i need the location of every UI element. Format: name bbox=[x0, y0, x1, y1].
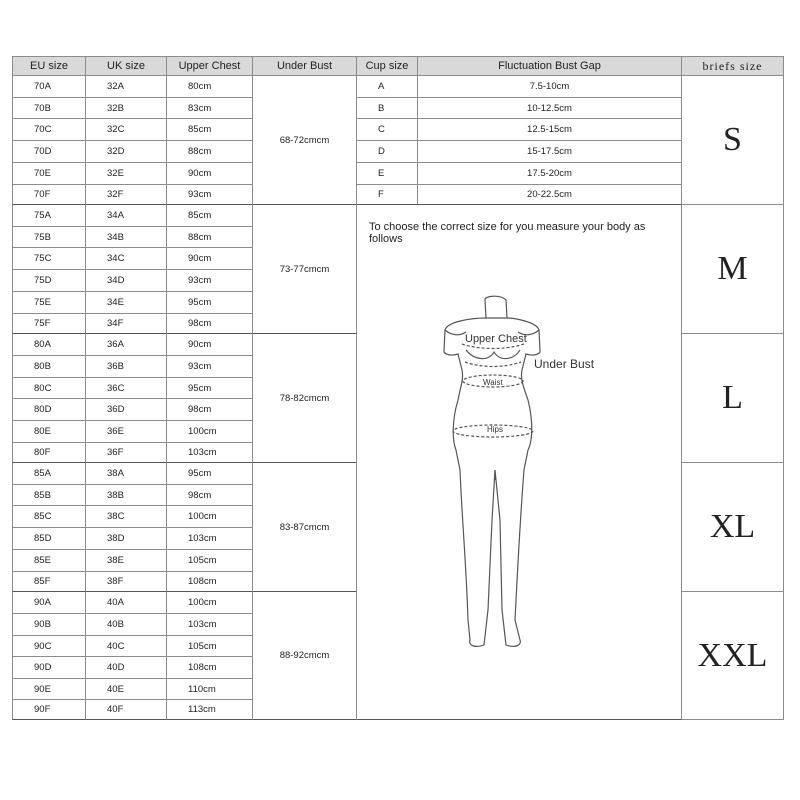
eu-size-cell: 85D bbox=[12, 528, 86, 550]
upper-chest-cell: 95cm bbox=[167, 292, 253, 314]
uk-size-cell: 32E bbox=[86, 163, 167, 185]
bust-gap-cell: 20-22.5cm bbox=[418, 185, 682, 205]
eu-size-cell: 85C bbox=[12, 506, 86, 528]
upper-chest-cell: 103cm bbox=[167, 614, 253, 636]
briefs-size-m: M bbox=[682, 205, 784, 334]
cup-size-cell: F bbox=[357, 185, 418, 205]
upper-chest-cell: 105cm bbox=[167, 550, 253, 572]
eu-size-cell: 80D bbox=[12, 399, 86, 421]
body-figure bbox=[357, 205, 681, 720]
eu-size-cell: 70D bbox=[12, 141, 86, 163]
eu-size-cell: 90D bbox=[12, 657, 86, 679]
cup-size-cell: B bbox=[357, 98, 418, 119]
eu-size-cell: 75D bbox=[12, 270, 86, 292]
upper-chest-cell: 100cm bbox=[167, 506, 253, 528]
bust-gap-cell: 17.5-20cm bbox=[418, 163, 682, 185]
under-bust-label: Under Bust bbox=[534, 357, 595, 371]
upper-chest-cell: 95cm bbox=[167, 378, 253, 399]
upper-chest-cell: 93cm bbox=[167, 356, 253, 378]
upper-chest-cell: 90cm bbox=[167, 163, 253, 185]
upper-chest-cell: 108cm bbox=[167, 572, 253, 592]
header-briefs: briefs size bbox=[682, 56, 784, 76]
under-bust-cell: 78-82cmcm bbox=[253, 334, 357, 463]
under-bust-cell: 68-72cmcm bbox=[253, 76, 357, 205]
briefs-size-xl: XL bbox=[682, 463, 784, 592]
under-bust-cell: 83-87cmcm bbox=[253, 463, 357, 592]
header-cup: Cup size bbox=[357, 56, 418, 76]
under-bust-cell: 73-77cmcm bbox=[253, 205, 357, 334]
header-eu: EU size bbox=[12, 56, 86, 76]
eu-size-cell: 90F bbox=[12, 700, 86, 720]
uk-size-cell: 38A bbox=[86, 463, 167, 485]
upper-chest-cell: 100cm bbox=[167, 592, 253, 614]
upper-chest-cell: 110cm bbox=[167, 679, 253, 700]
eu-size-cell: 90C bbox=[12, 636, 86, 657]
uk-size-cell: 34A bbox=[86, 205, 167, 227]
upper-chest-label: Upper Chest bbox=[465, 333, 527, 345]
uk-size-cell: 38D bbox=[86, 528, 167, 550]
uk-size-cell: 36F bbox=[86, 443, 167, 463]
waist-label: Waist bbox=[483, 378, 503, 387]
eu-size-cell: 70A bbox=[12, 76, 86, 98]
eu-size-cell: 80B bbox=[12, 356, 86, 378]
eu-size-cell: 85F bbox=[12, 572, 86, 592]
upper-chest-cell: 85cm bbox=[167, 205, 253, 227]
briefs-size-s: S bbox=[682, 76, 784, 205]
upper-chest-cell: 103cm bbox=[167, 443, 253, 463]
upper-chest-cell: 90cm bbox=[167, 334, 253, 356]
uk-size-cell: 32C bbox=[86, 119, 167, 141]
uk-size-cell: 36E bbox=[86, 421, 167, 443]
cup-size-cell: C bbox=[357, 119, 418, 141]
upper-chest-cell: 100cm bbox=[167, 421, 253, 443]
upper-chest-cell: 90cm bbox=[167, 248, 253, 270]
uk-size-cell: 40A bbox=[86, 592, 167, 614]
cup-size-cell: E bbox=[357, 163, 418, 185]
uk-size-cell: 40D bbox=[86, 657, 167, 679]
upper-chest-cell: 98cm bbox=[167, 399, 253, 421]
upper-chest-cell: 105cm bbox=[167, 636, 253, 657]
bust-gap-cell: 12.5-15cm bbox=[418, 119, 682, 141]
eu-size-cell: 85E bbox=[12, 550, 86, 572]
header-upper: Upper Chest bbox=[167, 56, 253, 76]
uk-size-cell: 32D bbox=[86, 141, 167, 163]
eu-size-cell: 80F bbox=[12, 443, 86, 463]
uk-size-cell: 36D bbox=[86, 399, 167, 421]
upper-chest-cell: 98cm bbox=[167, 485, 253, 506]
uk-size-cell: 38E bbox=[86, 550, 167, 572]
cup-size-cell: D bbox=[357, 141, 418, 163]
uk-size-cell: 34F bbox=[86, 314, 167, 334]
eu-size-cell: 70F bbox=[12, 185, 86, 205]
upper-chest-cell: 93cm bbox=[167, 270, 253, 292]
upper-chest-cell: 98cm bbox=[167, 314, 253, 334]
cup-size-cell: A bbox=[357, 76, 418, 98]
upper-chest-cell: 108cm bbox=[167, 657, 253, 679]
eu-size-cell: 90A bbox=[12, 592, 86, 614]
uk-size-cell: 38B bbox=[86, 485, 167, 506]
uk-size-cell: 36B bbox=[86, 356, 167, 378]
header-gap: Fluctuation Bust Gap bbox=[418, 56, 682, 76]
uk-size-cell: 34B bbox=[86, 227, 167, 248]
eu-size-cell: 85B bbox=[12, 485, 86, 506]
uk-size-cell: 40E bbox=[86, 679, 167, 700]
briefs-size-l: L bbox=[682, 334, 784, 463]
briefs-size-xxl: XXL bbox=[682, 592, 784, 720]
uk-size-cell: 34D bbox=[86, 270, 167, 292]
eu-size-cell: 70E bbox=[12, 163, 86, 185]
upper-chest-cell: 93cm bbox=[167, 185, 253, 205]
upper-chest-cell: 103cm bbox=[167, 528, 253, 550]
uk-size-cell: 32F bbox=[86, 185, 167, 205]
eu-size-cell: 70C bbox=[12, 119, 86, 141]
measure-instructions: To choose the correct size for you measure your body as follows bbox=[369, 221, 646, 245]
uk-size-cell: 40B bbox=[86, 614, 167, 636]
upper-chest-cell: 88cm bbox=[167, 227, 253, 248]
bust-gap-cell: 15-17.5cm bbox=[418, 141, 682, 163]
eu-size-cell: 85A bbox=[12, 463, 86, 485]
eu-size-cell: 75B bbox=[12, 227, 86, 248]
bust-gap-cell: 10-12.5cm bbox=[418, 98, 682, 119]
bust-gap-cell: 7.5-10cm bbox=[418, 76, 682, 98]
hips-label: Hips bbox=[487, 425, 504, 434]
uk-size-cell: 38C bbox=[86, 506, 167, 528]
upper-chest-cell: 80cm bbox=[167, 76, 253, 98]
uk-size-cell: 34E bbox=[86, 292, 167, 314]
eu-size-cell: 70B bbox=[12, 98, 86, 119]
eu-size-cell: 75C bbox=[12, 248, 86, 270]
header-uk: UK size bbox=[86, 56, 167, 76]
eu-size-cell: 90B bbox=[12, 614, 86, 636]
uk-size-cell: 34C bbox=[86, 248, 167, 270]
uk-size-cell: 32A bbox=[86, 76, 167, 98]
eu-size-cell: 75F bbox=[12, 314, 86, 334]
uk-size-cell: 36A bbox=[86, 334, 167, 356]
uk-size-cell: 38F bbox=[86, 572, 167, 592]
eu-size-cell: 75A bbox=[12, 205, 86, 227]
uk-size-cell: 36C bbox=[86, 378, 167, 399]
eu-size-cell: 90E bbox=[12, 679, 86, 700]
uk-size-cell: 32B bbox=[86, 98, 167, 119]
upper-chest-cell: 113cm bbox=[167, 700, 253, 720]
eu-size-cell: 75E bbox=[12, 292, 86, 314]
upper-chest-cell: 83cm bbox=[167, 98, 253, 119]
uk-size-cell: 40C bbox=[86, 636, 167, 657]
under-bust-cell: 88-92cmcm bbox=[253, 592, 357, 720]
eu-size-cell: 80C bbox=[12, 378, 86, 399]
eu-size-cell: 80A bbox=[12, 334, 86, 356]
upper-chest-cell: 95cm bbox=[167, 463, 253, 485]
eu-size-cell: 80E bbox=[12, 421, 86, 443]
uk-size-cell: 40F bbox=[86, 700, 167, 720]
upper-chest-cell: 85cm bbox=[167, 119, 253, 141]
upper-chest-cell: 88cm bbox=[167, 141, 253, 163]
header-under: Under Bust bbox=[253, 56, 357, 76]
